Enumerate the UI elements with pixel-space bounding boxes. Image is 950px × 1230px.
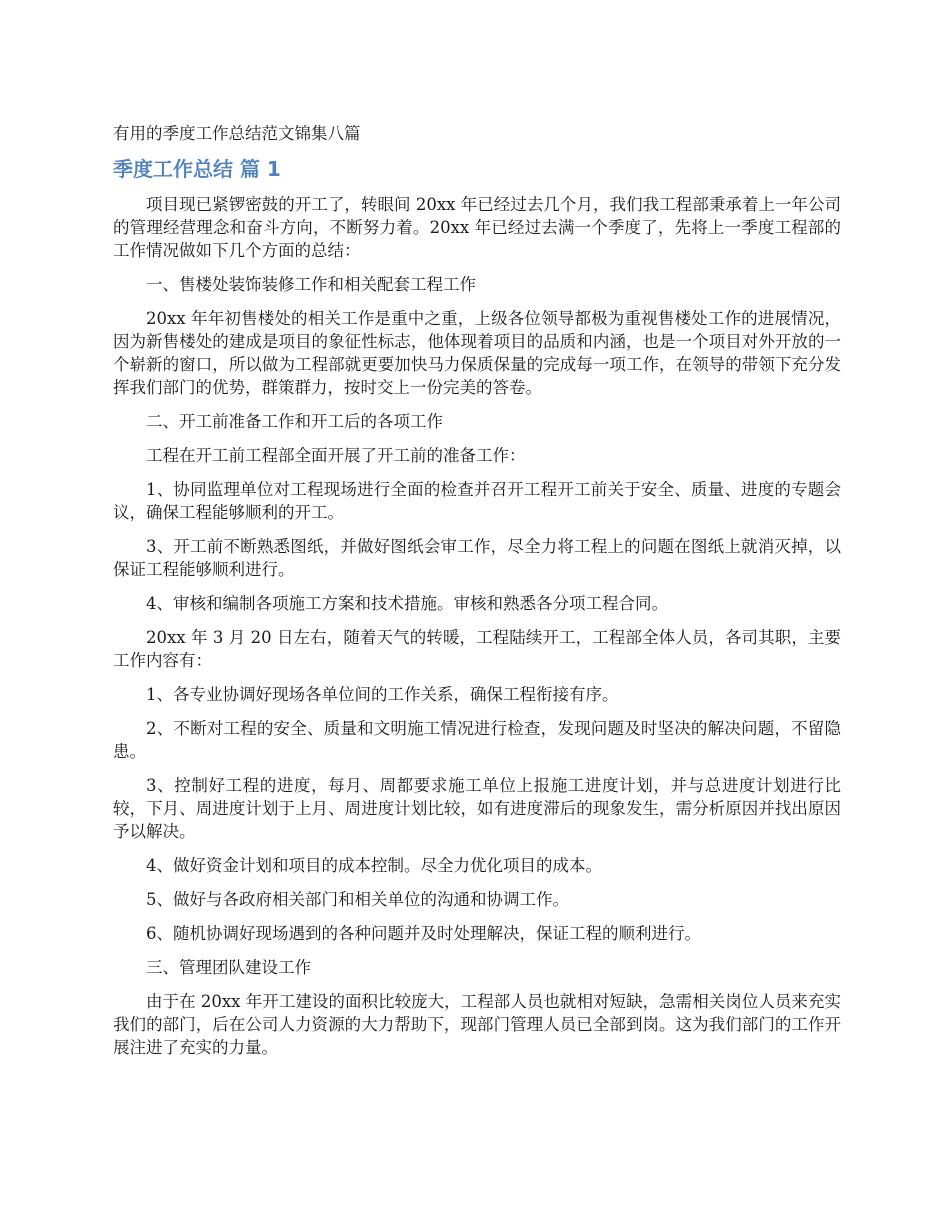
paragraph-sales-office: 20xx 年年初售楼处的相关工作是重中之重，上级各位领导都极为重视售楼处工作的进展情况，因为新售楼处的建成是项目的象征性标志，他体现着项目的品质和内涵，也是一个项目对外开放的一个崭新的窗口，所以做为工程部就更要加快马力保质保量的完成每一项工作，在领导的带领下充分发挥我们部门的优势，群策群力，按时交上一份完美的答卷。 [113, 309, 841, 397]
list-item: 1、各专业协调好现场各单位间的工作关系，确保工程衔接有序。 [146, 685, 619, 704]
paragraph-construction-start: 20xx 年 3 月 20 日左右，随着天气的转暖，工程陆续开工，工程部全体人员，各司其职，主要工作内容有： [113, 628, 841, 670]
paragraph-preparation-intro: 工程在开工前工程部全面开展了开工前的准备工作： [146, 446, 526, 465]
subheading-team: 三、管理团队建设工作 [146, 958, 311, 977]
subheading-preparation: 二、开工前准备工作和开工后的各项工作 [146, 412, 443, 431]
list-item: 2、不断对工程的安全、质量和文明施工情况进行检查，发现问题及时坚决的解决问题，不留隐患。 [113, 719, 841, 761]
document-title: 有用的季度工作总结范文锦集八篇 [113, 124, 361, 143]
document-page [113, 122, 841, 1070]
list-item: 3、控制好工程的进度，每月、周都要求施工单位上报施工进度计划，并与总进度计划进行比较，下月、周进度计划于上月、周进度计划比较，如有进度滞后的现象发生，需分析原因并找出原因予以解决。 [113, 776, 841, 841]
list-item: 6、随机协调好现场遇到的各种问题并及时处理解决，保证工程的顺利进行。 [146, 924, 701, 943]
intro-paragraph: 项目现已紧锣密鼓的开工了，转眼间 20xx 年已经过去几个月，我们我工程部秉承着上一年公司的管理经营理念和奋斗方向，不断努力着。20xx 年已经过去满一个季度了，先将上一季度工程部的工作情况做如下几个方面的总结： [113, 195, 841, 260]
paragraph-team: 由于在 20xx 年开工建设的面积比较庞大，工程部人员也就相对短缺，急需相关岗位人员来充实我们的部门，后在公司人力资源的大力帮助下，现部门管理人员已全部到岗。这为我们部门的工作开展注进了充实的力量。 [113, 992, 841, 1057]
list-item: 4、审核和编制各项施工方案和技术措施。审核和熟悉各分项工程合同。 [146, 594, 668, 613]
section-heading: 季度工作总结 篇 1 [113, 157, 281, 181]
list-item: 1、协同监理单位对工程现场进行全面的检查并召开工程开工前关于安全、质量、进度的专题会议，确保工程能够顺利的开工。 [113, 480, 841, 522]
list-item: 3、开工前不断熟悉图纸，并做好图纸会审工作，尽全力将工程上的问题在图纸上就消灭掉，以保证工程能够顺利进行。 [113, 537, 841, 579]
subheading-sales-office: 一、售楼处装饰装修工作和相关配套工程工作 [146, 275, 476, 294]
list-item: 4、做好资金计划和项目的成本控制。尽全力优化项目的成本。 [146, 856, 602, 875]
list-item: 5、做好与各政府相关部门和相关单位的沟通和协调工作。 [146, 890, 569, 909]
